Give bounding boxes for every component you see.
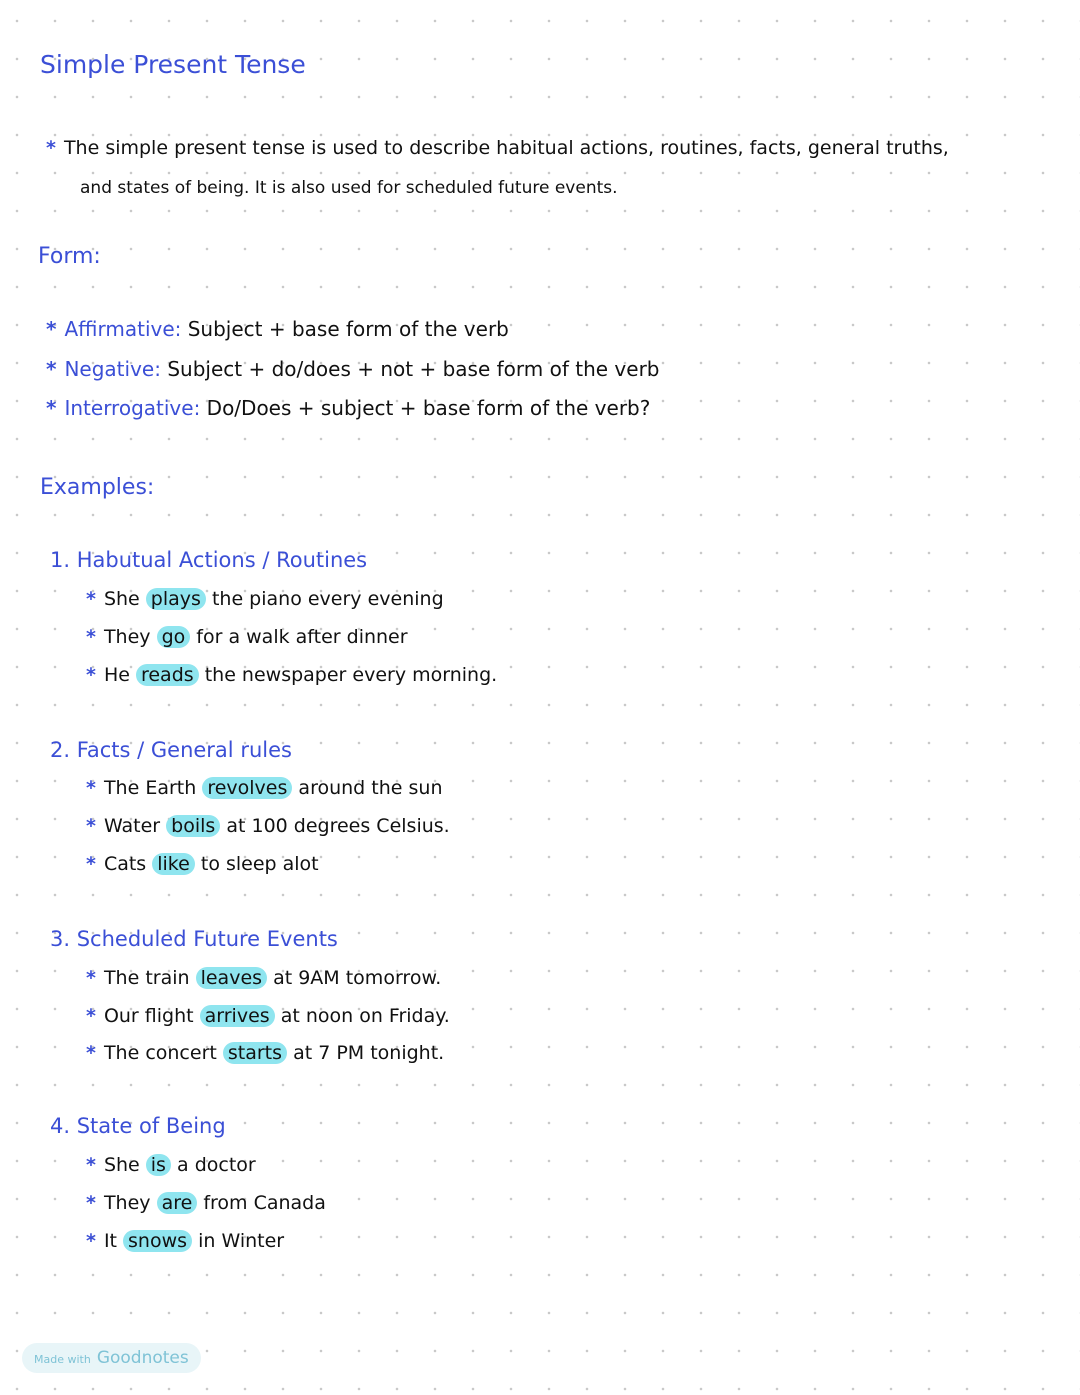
asterisk-icon: *	[86, 1042, 96, 1064]
asterisk-icon: *	[46, 137, 56, 159]
highlighted-verb: leaves	[196, 967, 267, 989]
example-item	[86, 853, 319, 875]
asterisk-icon: *	[46, 396, 57, 420]
example-before: She	[103, 1154, 146, 1176]
asterisk-icon: *	[86, 588, 96, 610]
example-after: from Canada	[197, 1192, 326, 1214]
example-after: at 100 degrees Celsius.	[220, 815, 450, 837]
section-title: 4. State of Being	[50, 1114, 226, 1138]
asterisk-icon: *	[46, 317, 57, 341]
example-item	[86, 1192, 326, 1214]
highlighted-verb: boils	[166, 815, 220, 837]
intro-line: and states of being. It is also used for scheduled future events.	[80, 178, 618, 198]
form-label: Negative:	[64, 357, 161, 381]
asterisk-icon: *	[86, 1230, 96, 1252]
example-before: The Earth	[103, 777, 203, 799]
badge-made-with: Made with	[34, 1353, 91, 1366]
asterisk-icon: *	[86, 1192, 96, 1214]
asterisk-icon: *	[86, 853, 96, 875]
example-item	[86, 1005, 450, 1027]
asterisk-icon: *	[86, 967, 96, 989]
examples-heading: Examples:	[40, 475, 155, 500]
form-negative	[46, 357, 660, 381]
example-item	[86, 1230, 284, 1252]
section-title: 1. Habutual Actions / Routines	[50, 548, 368, 572]
example-before: Cats	[103, 853, 153, 875]
highlighted-verb: plays	[146, 588, 206, 610]
form-interrogative	[46, 396, 650, 420]
example-item	[86, 626, 408, 648]
highlighted-verb: is	[146, 1154, 171, 1176]
section-title: 2. Facts / General rules	[50, 738, 292, 762]
example-before: The train	[103, 967, 196, 989]
asterisk-icon: *	[86, 626, 96, 648]
highlighted-verb: revolves	[202, 777, 292, 799]
asterisk-icon: *	[86, 815, 96, 837]
highlighted-verb: arrives	[200, 1005, 275, 1027]
form-text: Subject + do/does + not + base form of the verb	[167, 357, 660, 381]
highlighted-verb: go	[157, 626, 191, 648]
badge-brand: Goodnotes	[96, 1348, 189, 1368]
example-after: to sleep alot	[194, 853, 319, 875]
example-before: They	[103, 1192, 157, 1214]
example-before: She	[103, 588, 146, 610]
form-label: Interrogative:	[64, 396, 201, 420]
example-after: for a walk after dinner	[190, 626, 408, 648]
highlighted-verb: snows	[123, 1230, 192, 1252]
highlighted-verb: reads	[136, 664, 199, 686]
example-after: the piano every evening	[205, 588, 444, 610]
intro-paragraph	[46, 128, 949, 208]
example-after: around the sun	[292, 777, 443, 799]
form-label: Affirmative:	[64, 317, 182, 341]
section-title: 3. Scheduled Future Events	[50, 927, 338, 951]
example-item	[86, 588, 444, 610]
highlighted-verb: are	[157, 1192, 198, 1214]
form-text: Subject + base form of the verb	[187, 317, 509, 341]
example-after: the newspaper every morning.	[198, 664, 498, 686]
intro-line: The simple present tense is used to describe habitual actions, routines, facts, general truths,	[63, 137, 949, 159]
example-item	[86, 815, 450, 837]
example-before: They	[103, 626, 157, 648]
example-before: Water	[103, 815, 167, 837]
example-item	[86, 967, 441, 989]
form-text: Do/Does + subject + base form of the verb?	[206, 396, 651, 420]
asterisk-icon: *	[86, 1005, 96, 1027]
example-before: The concert	[103, 1042, 223, 1064]
goodnotes-badge	[22, 1343, 201, 1373]
example-before: It	[103, 1230, 124, 1252]
asterisk-icon: *	[86, 664, 96, 686]
example-item	[86, 777, 442, 799]
highlighted-verb: starts	[223, 1042, 287, 1064]
form-affirmative	[46, 317, 509, 341]
example-before: Our flight	[103, 1005, 200, 1027]
example-item	[86, 1042, 444, 1064]
example-item	[86, 664, 497, 686]
example-after: in Winter	[192, 1230, 285, 1252]
example-item	[86, 1154, 256, 1176]
example-after: a doctor	[170, 1154, 256, 1176]
page-title: Simple Present Tense	[40, 50, 306, 79]
example-after: at noon on Friday.	[274, 1005, 450, 1027]
asterisk-icon: *	[86, 777, 96, 799]
example-after: at 7 PM tonight.	[287, 1042, 445, 1064]
example-after: at 9AM tomorrow.	[267, 967, 442, 989]
form-heading: Form:	[38, 244, 101, 269]
asterisk-icon: *	[86, 1154, 96, 1176]
highlighted-verb: like	[152, 853, 195, 875]
example-before: He	[103, 664, 136, 686]
asterisk-icon: *	[46, 357, 57, 381]
